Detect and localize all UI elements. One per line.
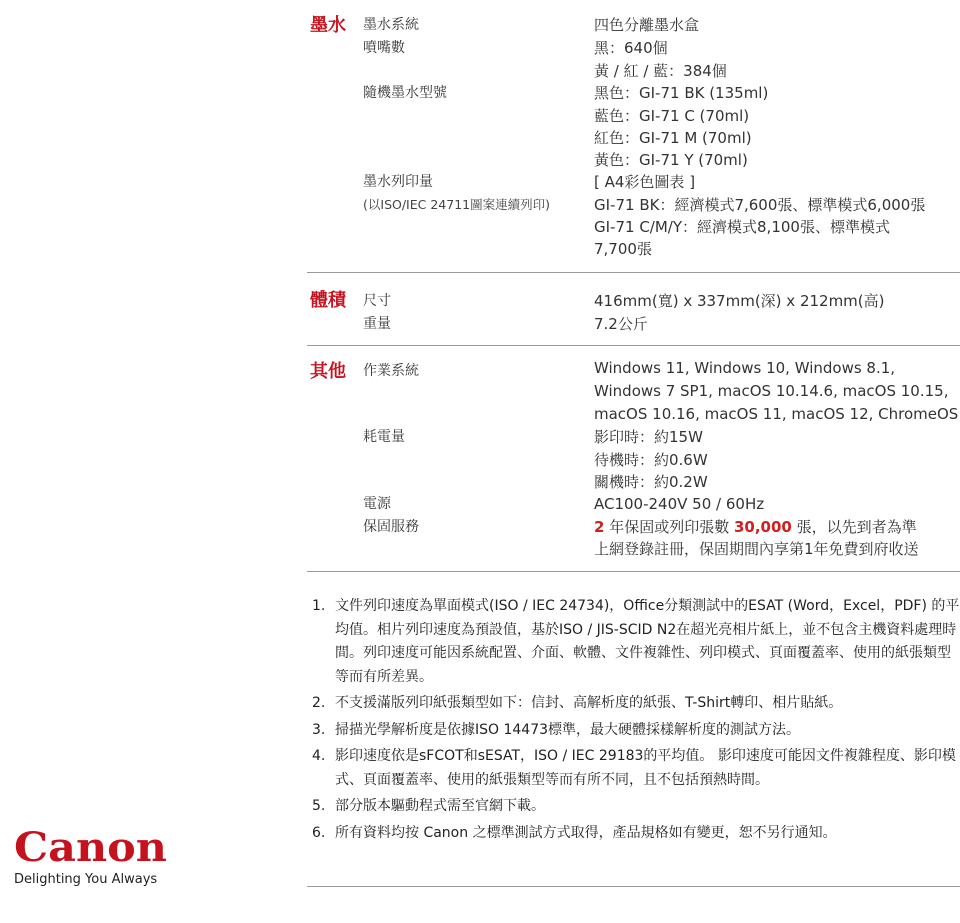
- footnote-item: [312, 795, 960, 819]
- spec-value-dimensions: 416mm(寬) x 337mm(深) x 212mm(高): [594, 292, 885, 310]
- spec-label-os: 作業系統: [363, 363, 419, 379]
- footnote-item: [312, 719, 960, 743]
- spec-value-yield-cmy: GI-71 C/M/Y：經濟模式8,100張、標準模式: [594, 218, 890, 236]
- warranty-years: 2: [594, 518, 605, 536]
- spec-label-power-consumption: 耗電量: [363, 429, 405, 445]
- spec-value-ink-system: 四色分離墨水盒: [594, 16, 700, 34]
- footnote-text: 影印速度依是sFCOT和sESAT，ISO / IEC 29183的平均值。 影印速度可能因文件複雜程度、影印模式、頁面覆蓋率、使用的紙張類型等而有所不同，且不包括預熱時間。: [335, 748, 956, 788]
- footnote-item: [312, 692, 960, 716]
- footnote-number: 5.: [312, 798, 326, 814]
- spec-value-ink-c: 藍色：GI-71 C (70ml): [594, 107, 750, 125]
- svg-text:Canon: Canon: [14, 828, 167, 866]
- spec-value-warranty-line2: 上網登錄註冊，保固期間內享第1年免費到府收送: [594, 540, 919, 558]
- spec-value-yield-heading: [ A4彩色圖表 ]: [594, 173, 696, 191]
- footnote-text: 文件列印速度為單面模式(ISO / IEC 24734)，Office分類測試中的ESAT (Word，Excel，PDF) 的平均值。相片列印速度為預設值，基於ISO / JIS-SCID N2在超光亮相片紙上，並不包含主機資料處理時間。列印速度可能因系統配置、介面、軟體、文件複雜性、列印模式、頁面覆蓋率、使用的紙張類型等而有所差異。: [335, 598, 960, 685]
- spec-value-power-copy: 影印時：約15W: [594, 428, 703, 446]
- section-divider: [307, 571, 960, 572]
- footnote-text: 所有資料均按 Canon 之標準測試方式取得，產品規格如有變更，恕不另行通知。: [335, 824, 837, 841]
- section-title-ink: 墨水: [310, 15, 346, 36]
- footnote-item: [312, 595, 960, 689]
- spec-label-warranty: 保固服務: [363, 519, 419, 535]
- warranty-text-2: 張，以先到者為準: [791, 518, 917, 536]
- spec-value-nozzles-black: 黑：640個: [594, 39, 668, 57]
- warranty-text-1: 年保固或列印張數: [604, 518, 734, 536]
- footnote-item: [312, 745, 960, 792]
- section-title-size: 體積: [310, 290, 346, 311]
- spec-value-ink-y: 黃色：GI-71 Y (70ml): [594, 151, 748, 169]
- spec-value-nozzles-color: 黃 / 紅 / 藍：384個: [594, 62, 727, 80]
- spec-label-nozzles: 噴嘴數: [363, 40, 405, 56]
- spec-value-yield-cmy-cont: 7,700張: [594, 240, 652, 258]
- footnotes: [312, 595, 960, 845]
- spec-label-weight: 重量: [363, 316, 391, 332]
- footnote-item: [312, 822, 960, 846]
- spec-value-os-line2: Windows 7 SP1, macOS 10.14.6, macOS 10.15,: [594, 382, 949, 400]
- spec-label-dimensions: 尺寸: [363, 293, 391, 309]
- spec-value-os-line3: macOS 10.16, macOS 11, macOS 12, ChromeOS: [594, 405, 959, 423]
- spec-value-os-line1: Windows 11, Windows 10, Windows 8.1,: [594, 359, 896, 377]
- section-title-other: 其他: [310, 361, 346, 382]
- footnote-number: 3.: [312, 721, 326, 738]
- spec-value-yield-bk: GI-71 BK：經濟模式7,600張、標準模式6,000張: [594, 196, 926, 214]
- brand-tagline: Delighting You Always: [14, 872, 158, 887]
- spec-value-ink-m: 紅色：GI-71 M (70ml): [594, 129, 752, 147]
- footnote-text: 不支援滿版列印紙張類型如下：信封、高解析度的紙張、T-Shirt轉印、相片貼紙。: [335, 695, 843, 711]
- spec-label-ink-yield: 墨水列印量: [363, 174, 433, 190]
- footnote-number: 6.: [312, 824, 326, 841]
- spec-value-ink-bk: 黑色：GI-71 BK (135ml): [594, 84, 769, 102]
- footnote-text: 部分版本驅動程式需至官網下載。: [335, 798, 545, 814]
- spec-label-bundled-ink: 隨機墨水型號: [363, 85, 447, 101]
- spec-value-power-off: 關機時：約0.2W: [594, 473, 708, 491]
- spec-value-power-supply: AC100-240V 50 / 60Hz: [594, 495, 765, 513]
- spec-value-warranty-line1: [594, 516, 917, 538]
- spec-sublabel-ink-yield: (以ISO/IEC 24711圖案連續列印): [363, 197, 550, 212]
- canon-logo: [14, 828, 169, 866]
- spec-value-power-standby: 待機時：約0.6W: [594, 451, 708, 469]
- section-divider: [307, 272, 960, 273]
- footnote-number: 4.: [312, 748, 326, 764]
- spec-label-power-supply: 電源: [363, 496, 391, 512]
- bottom-divider: [307, 886, 960, 887]
- footnote-text: 掃描光學解析度是依據ISO 14473標準，最大硬體採樣解析度的測試方法。: [335, 721, 801, 738]
- spec-value-weight: 7.2公斤: [594, 315, 648, 333]
- warranty-pages: 30,000: [733, 518, 792, 536]
- footnote-number: 2.: [312, 695, 326, 711]
- spec-label-ink-system: 墨水系統: [363, 17, 419, 33]
- section-divider: [307, 345, 960, 346]
- footnote-number: 1.: [312, 598, 326, 614]
